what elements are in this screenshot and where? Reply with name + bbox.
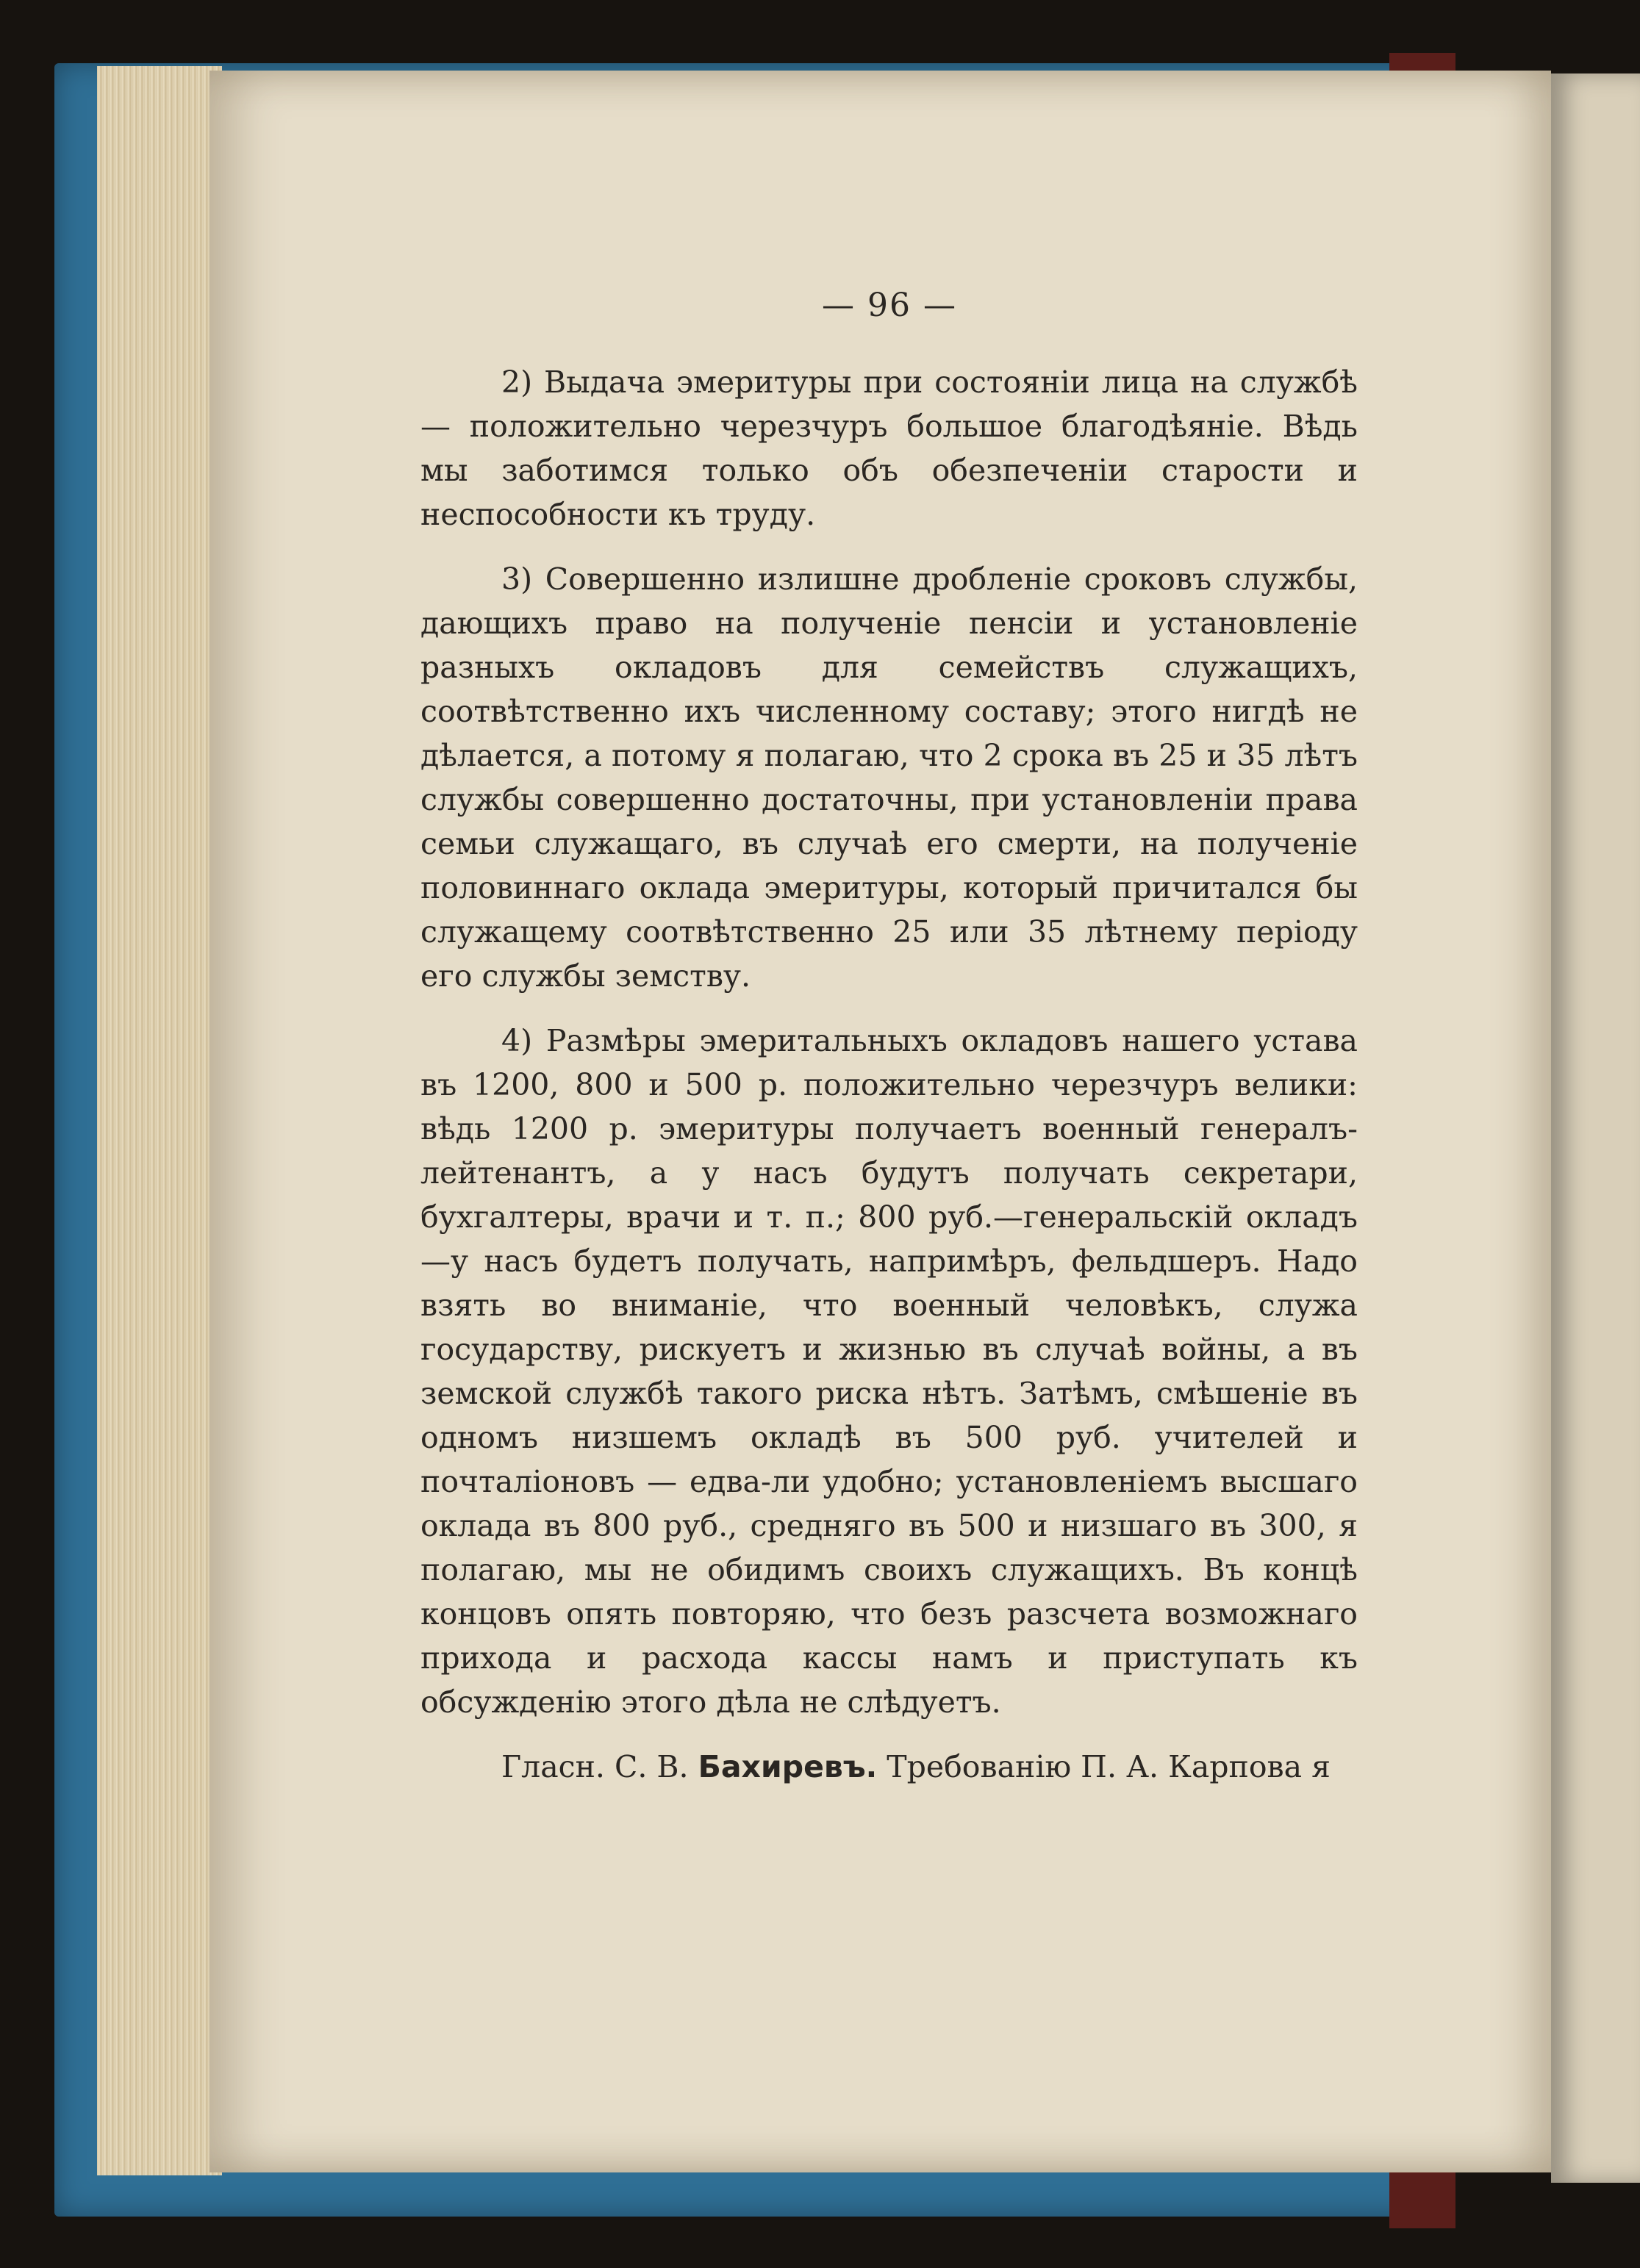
page-edges (97, 66, 222, 2175)
page-body (420, 360, 1358, 1809)
paragraph-3: 3) Совершенно излишне дробленiе сроковъ службы, дающихъ право на полученiе пенсiи и установленiе разныхъ окладовъ для семействъ служащихъ, соотвѣтственно ихъ численному составу; этого нигдѣ не дѣлается, а потому я полагаю, что 2 срока въ 25 и 35 лѣтъ службы совершенно достаточны, при установленiи права семьи служащаго, въ случаѣ его смерти, на полученiе половиннаго оклада эмеритуры, который причитался бы служащему соотвѣтственно 25 или 35 лѣтнему перiоду его службы земству. (420, 561, 1358, 994)
page-number: — 96 — (822, 287, 957, 324)
speaker-text: Требованiю П. А. Карпова я (887, 1749, 1331, 1784)
next-page-edge (1551, 73, 1640, 2183)
paragraph-2: 2) Выдача эмеритуры при состоянiи лица на службѣ— положительно черезчуръ большое благодѣянiе. Вѣдь мы заботимся только объ обезпеченiи старости и неспособности къ труду. (420, 365, 1358, 532)
speaker-name: Бахиревъ. (698, 1749, 878, 1784)
paragraph-4: 4) Размѣры эмеритальныхъ окладовъ нашего устава въ 1200, 800 и 500 р. положительно черезчуръ велики: вѣдь 1200 р. эмеритуры получаетъ военный генералъ-лейтенантъ, а у насъ будутъ получать секретари, бухгалтеры, врачи и т. п.; 800 руб.—генеральскiй окладъ—у насъ будетъ получать, напримѣръ, фельдшеръ. Надо взять во вниманiе, что военный человѣкъ, служа государству, рискуетъ и жизнью въ случаѣ войны, а въ земской службѣ такого риска нѣтъ. Затѣмъ, смѣшенiе въ одномъ низшемъ окладѣ въ 500 руб. учителей и почталiоновъ — едва-ли удобно; установленiемъ высшаго оклада въ 800 руб., средняго въ 500 и низшаго въ 300, я полагаю, мы не обидимъ своихъ служащихъ. Въ концѣ концовъ опять повторяю, что безъ разсчета возможнаго прихода и расхода кассы намъ и приступать къ обсужденiю этого дѣла не слѣдуетъ. (420, 1023, 1358, 1720)
speaker-line (420, 1745, 1358, 1789)
speaker-prefix: Гласн. С. В. (501, 1749, 689, 1784)
